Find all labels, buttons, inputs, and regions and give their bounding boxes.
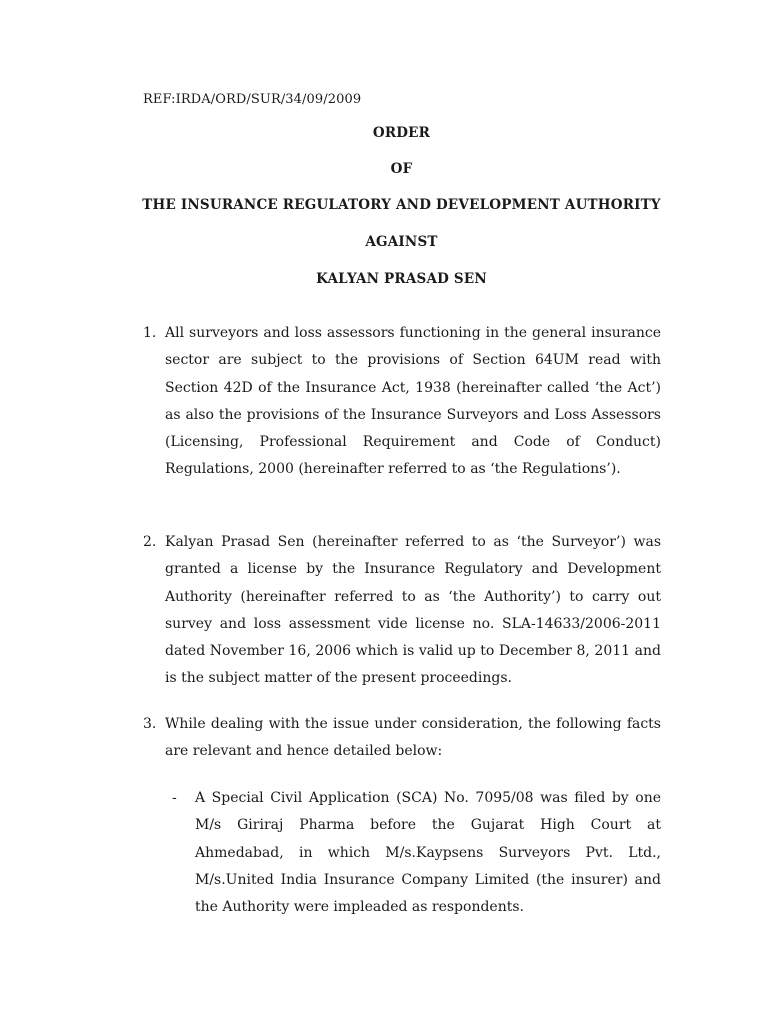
bullet-marker: -: [172, 790, 177, 806]
paragraph-text: While dealing with the issue under consideration, the following facts are relevant and hence detailed below:: [165, 716, 661, 760]
bullet-item: [172, 785, 661, 921]
bullet-text: A Special Civil Application (SCA) No. 7095/08 was filed by one M/s Giriraj Pharma before the Gujarat High Court at Ahmedabad, in which M/s.Kaypsens Surveyors Pvt. Ltd., M/s.United India Insurance Company Limited (the insurer) and the Authority were impleaded as respondents.: [195, 790, 661, 916]
reference-number: REF:IRDA/ORD/SUR/34/09/2009: [143, 92, 362, 107]
paragraph-1: [143, 320, 661, 484]
heading-respondent-name: KALYAN PRASAD SEN: [316, 271, 487, 287]
heading-of: OF: [390, 161, 413, 177]
paragraph-3: [143, 711, 661, 766]
heading-authority: THE INSURANCE REGULATORY AND DEVELOPMENT AUTHORITY: [142, 197, 661, 213]
paragraph-text: Kalyan Prasad Sen (hereinafter referred to as ‘the Surveyor’) was granted a license by the Insurance Regulatory and Development Authority (hereinafter referred to as ‘the Authority’) to carry out survey and loss assessment vide license no. SLA-14633/2006-2011 dated November 16, 2006 which is valid up to December 8, 2011 and is the subject matter of the present proceedings.: [165, 534, 661, 687]
heading-order: ORDER: [372, 125, 431, 141]
paragraph-2: [143, 529, 661, 693]
paragraph-text: All surveyors and loss assessors functioning in the general insurance sector are subject to the provisions of Section 64UM read with Section 42D of the Insurance Act, 1938 (hereinafter called ‘the Act’) as also the provisions of the Insurance Surveyors and Loss Assessors (Licensing, Professional Requirement and Code of Conduct) Regulations, 2000 (hereinafter referred to as ‘the Regulations’).: [165, 325, 661, 478]
heading-against: AGAINST: [365, 234, 438, 250]
paragraph-number: 1.: [143, 325, 157, 341]
paragraph-number: 2.: [143, 534, 157, 550]
paragraph-number: 3.: [143, 716, 157, 732]
